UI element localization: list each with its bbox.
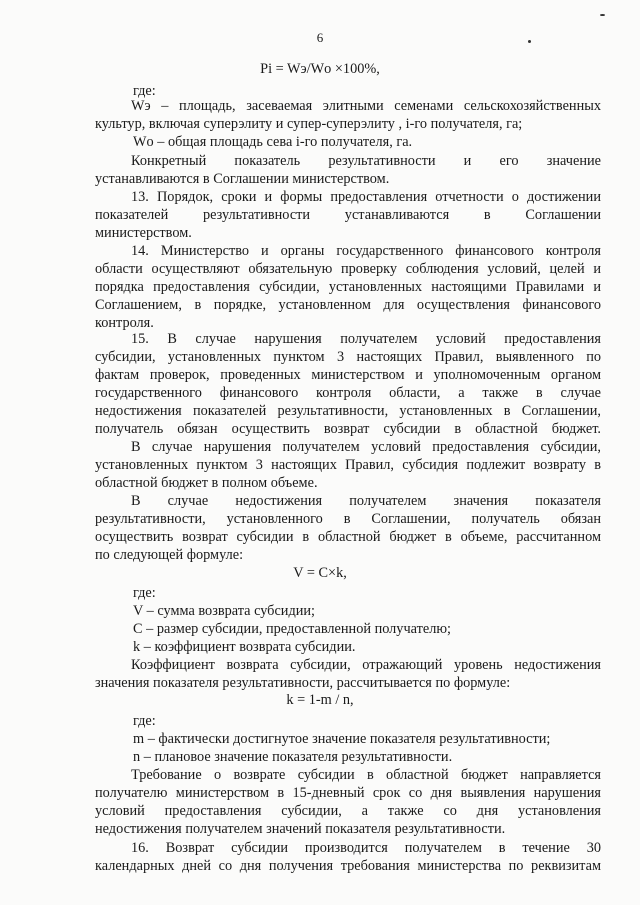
formula-k: k = 1-m / n, [286,692,354,708]
page-number: 6 [316,30,324,45]
text-line: получателю министерством в 15-дневный срок со дня выявления нарушения [95,785,601,801]
text-line: 14. Министерство и органы государственного финансового контроля [131,243,601,259]
text-line: В случае недостижения получателем значения показателя [131,493,601,509]
text-line: устанавливаются в Соглашении министерством. [95,171,390,187]
text-line: где: [133,585,156,601]
text-line: V – сумма возврата субсидии; [133,603,315,619]
text-line: 15. В случае нарушения получателем условий предоставления [131,331,601,347]
text-line: областной бюджет в полном объеме. [95,475,318,491]
formula-v: V = C×k, [293,565,347,581]
scan-speck [528,40,531,43]
text-line: Требование о возврате субсидии в областной бюджет направляется [131,767,601,783]
text-line: Wо – общая площадь сева i-го получателя, га. [133,134,413,150]
text-line: субсидии, установленных пунктом 3 настоящих Правил, выявленного по [95,349,601,365]
scan-speck [600,14,605,16]
text-line: где: [133,713,156,729]
text-line: где: [133,83,156,99]
text-line: фактам проверок, проведенных министерством и уполномоченным органом [95,367,601,383]
text-line: министерством. [95,225,192,241]
text-line: контроля. [95,315,154,331]
text-line: по следующей формуле: [95,547,244,563]
text-line: области осуществляют обязательную проверку соблюдения условий, целей и [95,261,601,277]
text-line: Wэ – площадь, засеваемая элитными семенами сельскохозяйственных [131,98,601,114]
text-line: m – фактически достигнутое значение показателя результативности; [133,731,551,747]
text-line: порядка предоставления субсидии, установленных настоящими Правилами и [95,279,601,295]
text-line: недостижения показателей результативности, установленных в Соглашении, [95,403,601,419]
text-line: недостижения получателем значений показателя результативности. [95,821,506,837]
text-line: n – плановое значение показателя результативности. [133,749,453,765]
formula-pi: Pi = Wэ/Wо ×100%, [260,61,380,77]
text-line: 13. Порядок, сроки и формы предоставления отчетности о достижении [131,189,601,205]
text-line: значения показателя результативности, рассчитывается по формуле: [95,675,511,691]
text-line: осуществить возврат субсидии в областной бюджет в объеме, рассчитанном [95,529,601,545]
text-line: календарных дней со дня получения требования министерства по реквизитам [95,858,601,874]
text-line: Коэффициент возврата субсидии, отражающий уровень недостижения [131,657,601,673]
text-line: C – размер субсидии, предоставленной получателю; [133,621,452,637]
text-line: культур, включая суперэлиту и супер-суперэлиту , i-го получателя, га; [95,116,523,132]
text-line: Конкретный показатель результативности и его значение [131,153,601,169]
text-line: показателей результативности устанавливаются в Соглашении [95,207,601,223]
text-line: В случае нарушения получателем условий предоставления субсидии, [131,439,601,455]
text-line: государственного финансового контроля области, а также в случае [95,385,601,401]
text-line: Соглашением, в порядке, установленном для осуществления финансового [95,297,601,313]
text-line: результативности, установленного в Соглашении, получатель обязан [95,511,601,527]
text-line: получатель обязан осуществить возврат субсидии в областной бюджет. [95,421,601,437]
text-line: установленных пунктом 3 настоящих Правил, субсидия подлежит возврату в [95,457,601,473]
text-line: k – коэффициент возврата субсидии. [133,639,356,655]
text-line: условий предоставления субсидии, а также со дня установления [95,803,601,819]
text-line: 16. Возврат субсидии производится получателем в течение 30 [131,840,601,856]
